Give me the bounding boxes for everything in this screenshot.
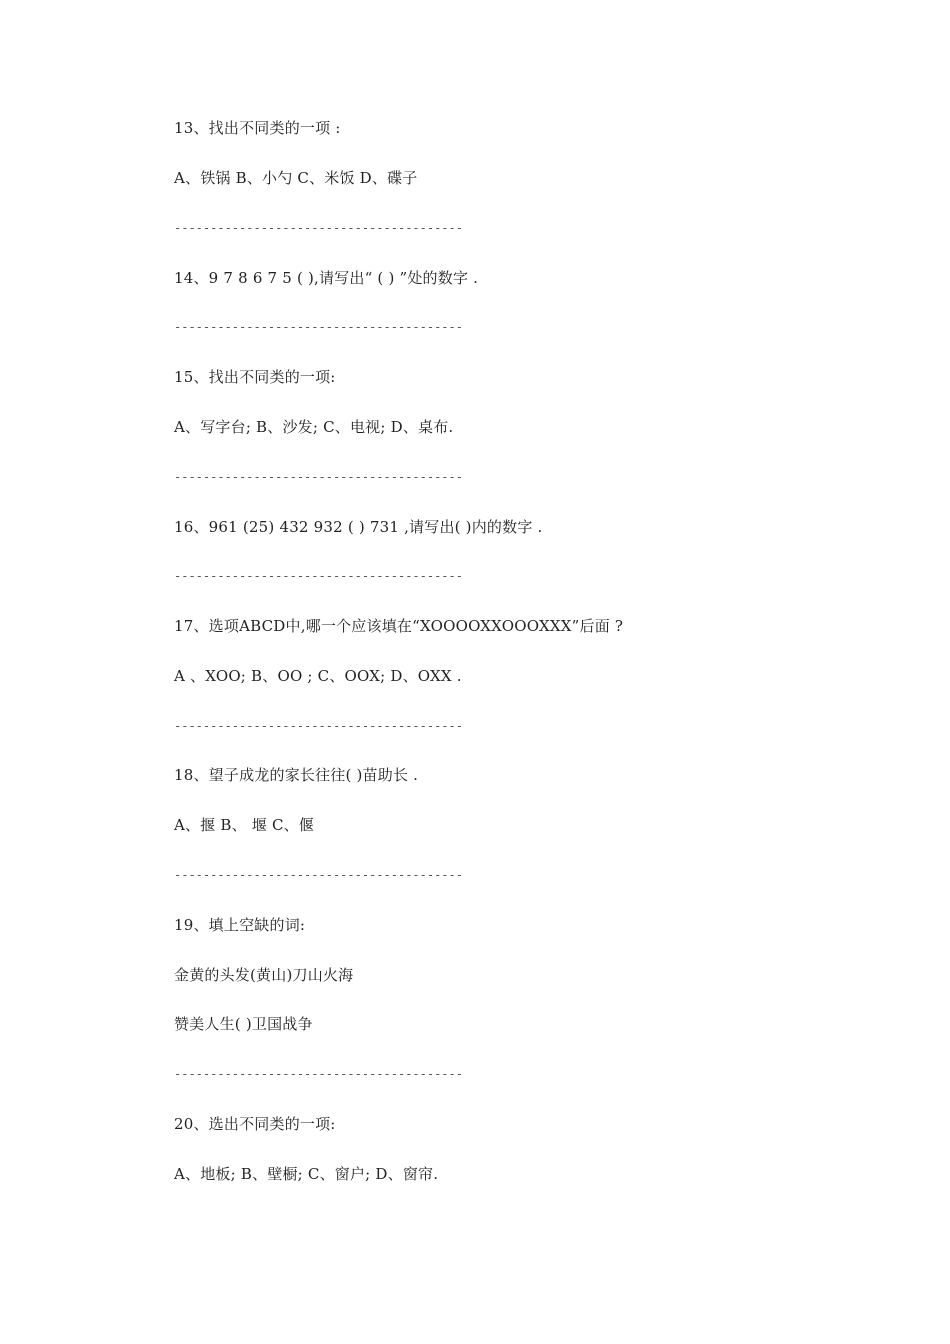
question-14-prompt: 14、9 7 8 6 7 5 ( ),请写出“ ( ) ”处的数字 . <box>174 269 479 287</box>
separator-line: ---------------------------------------- <box>174 221 463 235</box>
question-19-prompt: 19、填上空缺的词: <box>174 916 306 934</box>
question-13-options: A、铁锅 B、小勺 C、米饭 D、碟子 <box>174 169 418 187</box>
separator-line: ---------------------------------------- <box>174 1067 463 1081</box>
separator-line: ---------------------------------------- <box>174 470 463 484</box>
question-17-prompt: 17、选项ABCD中,哪一个应该填在“XOOOOXXOOOXXX”后面 ? <box>174 617 624 635</box>
separator-line: ---------------------------------------- <box>174 719 463 733</box>
question-18-options: A、揠 B、 堰 C、偃 <box>174 816 315 834</box>
separator-line: ---------------------------------------- <box>174 868 463 882</box>
question-19-example: 金黄的头发(黄山)刀山火海 <box>174 966 354 984</box>
question-20-options: A、地板; B、壁橱; C、窗户; D、窗帘. <box>174 1165 439 1183</box>
question-16-prompt: 16、961 (25) 432 932 ( ) 731 ,请写出( )内的数字 . <box>174 518 543 536</box>
question-19-blank: 赞美人生( )卫国战争 <box>174 1015 313 1033</box>
question-15-options: A、写字台; B、沙发; C、电视; D、桌布. <box>174 418 454 436</box>
question-15-prompt: 15、找出不同类的一项: <box>174 368 336 386</box>
question-13-prompt: 13、找出不同类的一项 : <box>174 119 341 137</box>
separator-line: ---------------------------------------- <box>174 569 463 583</box>
separator-line: ---------------------------------------- <box>174 320 463 334</box>
question-20-prompt: 20、选出不同类的一项: <box>174 1115 336 1133</box>
question-18-prompt: 18、望子成龙的家长往往( )苗助长 . <box>174 766 419 784</box>
question-17-options: A 、XOO; B、OO ; C、OOX; D、OXX . <box>174 667 462 685</box>
